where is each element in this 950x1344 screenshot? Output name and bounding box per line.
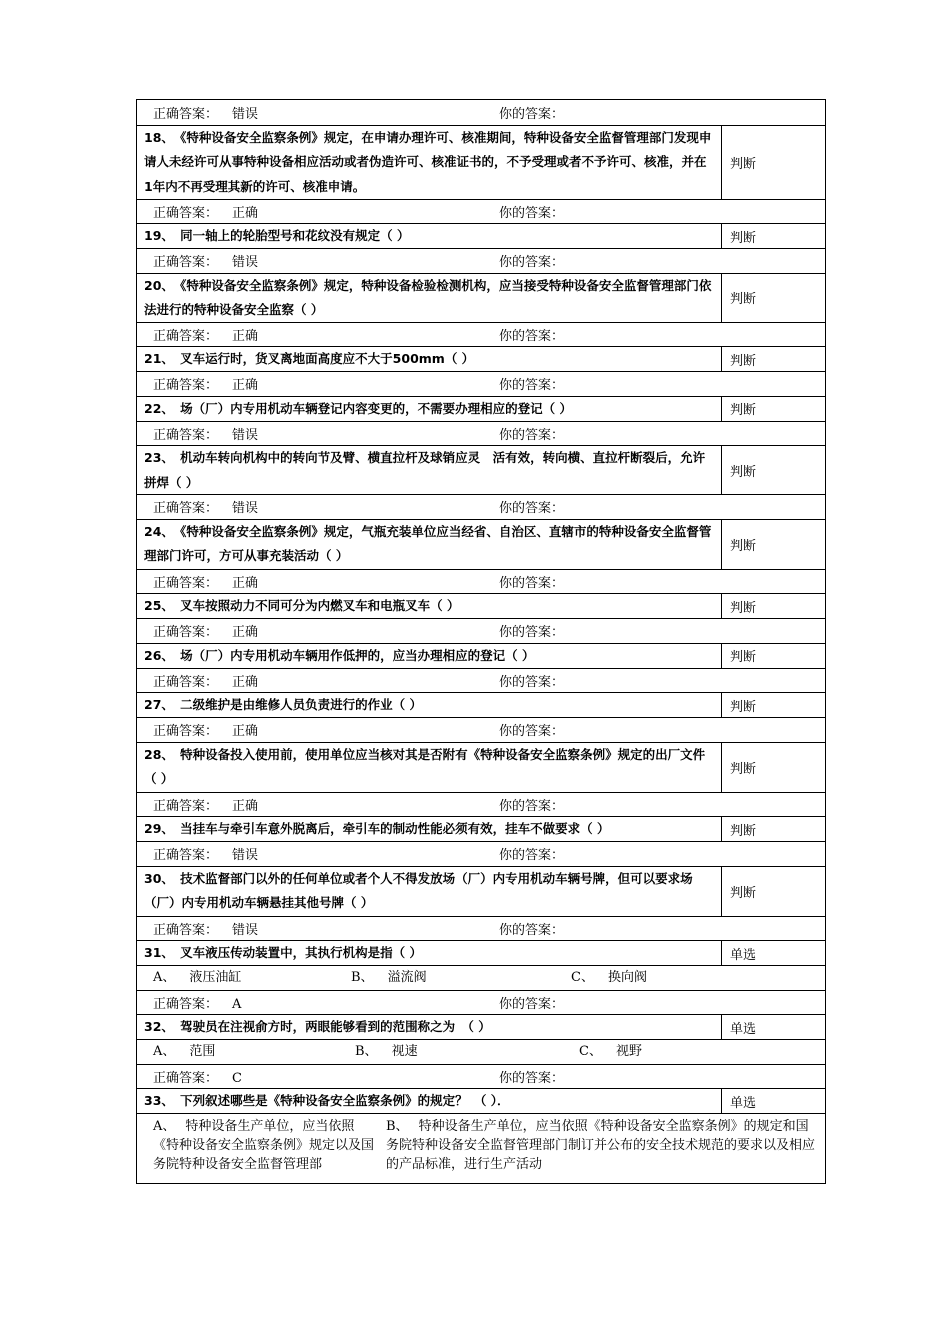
options-row <box>137 1039 825 1064</box>
your-answer: 你的答案： <box>499 501 565 517</box>
question-row-26 <box>137 643 825 668</box>
answer-row <box>137 371 825 396</box>
question-type: 单选 <box>721 1015 825 1039</box>
question-type: 判断 <box>721 817 825 841</box>
answer-row <box>137 916 825 941</box>
question-text: 20、 《特种设备安全监察条例》规定，特种设备检验检测机构，应当接受特种设备安全监督管理部门依法进行的特种设备安全监察（ ） <box>144 277 712 317</box>
correct-answer: 正确答案： 正确 <box>153 575 259 591</box>
question-text: 21、 叉车运行时，货叉离地面高度应不大于500mm（ ） <box>144 351 475 366</box>
answer-row <box>137 494 825 519</box>
your-answer: 你的答案： <box>499 996 565 1012</box>
question-type: 判断 <box>721 347 825 371</box>
your-answer: 你的答案： <box>499 798 565 814</box>
answer-row <box>137 421 825 446</box>
question-text: 24、 《特种设备安全监察条例》规定，气瓶充装单位应当经省、自治区、直辖市的特种设备安全监督管理部门许可，方可从事充装活动（ ） <box>144 523 712 563</box>
question-type: 判断 <box>721 644 825 668</box>
options-row <box>137 965 825 990</box>
question-type: 判断 <box>721 446 825 494</box>
question-type: 判断 <box>721 397 825 421</box>
your-answer: 你的答案： <box>499 255 565 271</box>
question-type: 判断 <box>721 274 825 322</box>
correct-answer: 正确答案： 正确 <box>153 724 259 740</box>
question-text: 22、 场（厂）内专用机动车辆登记内容变更的，不需要办理相应的登记（ ） <box>144 400 573 416</box>
correct-answer: 正确答案： C <box>153 1070 242 1086</box>
question-text: 32、 驾驶员在注视俞方时，两眼能够看到的范围称之为 （ ） <box>144 1019 491 1034</box>
answer-row <box>137 100 825 125</box>
question-row-32 <box>137 1014 825 1039</box>
correct-answer: 正确答案： 正确 <box>153 625 259 641</box>
correct-answer: 正确答案： 正确 <box>153 798 259 814</box>
question-text: 31、 叉车液压传动装置中，其执行机构是指（ ） <box>144 945 423 960</box>
question-row-30 <box>137 866 825 916</box>
correct-answer: 正确答案： 错误 <box>153 501 259 517</box>
options-row <box>137 1113 825 1183</box>
answer-row <box>137 248 825 273</box>
correct-answer: 正确答案： 正确 <box>153 378 259 394</box>
answer-row <box>137 322 825 347</box>
question-type: 单选 <box>721 941 825 965</box>
answer-row <box>137 668 825 693</box>
answer-row <box>137 841 825 866</box>
option-b[interactable]: B、 溢流阀 <box>351 970 427 985</box>
question-type: 单选 <box>721 1089 825 1113</box>
question-row-29 <box>137 816 825 841</box>
correct-value: 错误 <box>232 106 259 122</box>
question-text: 27、 二级维护是由维修人员负责进行的作业（ ） <box>144 697 423 712</box>
question-text: 18、 《特种设备安全监察条例》规定，在申请办理许可、核准期间，特种设备安全监督管理部门发现申请人未经许可从事特种设备相应活动或者伪造许可、核准证书的，不予受理或者不予许可、核准，并在1年内不再受理其新的许可、核准申请。 <box>144 129 712 194</box>
answer-row <box>137 569 825 594</box>
your-answer: 你的答案： <box>499 106 565 122</box>
your-answer: 你的答案： <box>499 1070 565 1086</box>
question-row-23 <box>137 445 825 494</box>
question-type: 判断 <box>721 693 825 717</box>
question-row-22 <box>137 396 825 421</box>
correct-answer: 正确答案： 错误 <box>153 427 259 443</box>
correct-label: 正确答案： <box>153 106 219 122</box>
correct-answer: 正确答案： 错误 <box>153 848 259 864</box>
option-b[interactable]: B、 特种设备生产单位，应当依照《特种设备安全监察条例》的规定和国务院特种设备安全监督管理部门制订并公布的安全技术规范的要求以及相应的产品标准，进行生产活动 <box>386 1119 816 1172</box>
your-answer: 你的答案： <box>499 625 565 641</box>
your-answer: 你的答案： <box>499 848 565 864</box>
correct-answer: 正确答案： 正确 <box>153 674 259 690</box>
question-row-31 <box>137 940 825 965</box>
question-row-18 <box>137 125 825 199</box>
your-answer: 你的答案： <box>499 724 565 740</box>
your-answer: 你的答案： <box>499 575 565 591</box>
question-type: 判断 <box>721 224 825 248</box>
correct-answer: 正确答案： 错误 <box>153 922 259 938</box>
exam-table <box>136 99 826 1184</box>
question-text: 29、 当挂车与牵引车意外脱离后，牵引车的制动性能必须有效，挂车不做要求（ ） <box>144 821 610 836</box>
answer-row <box>137 990 825 1015</box>
correct-answer <box>137 103 499 122</box>
your-answer: 你的答案： <box>499 378 565 394</box>
option-c[interactable]: C、 视野 <box>579 1044 642 1059</box>
question-row-25 <box>137 593 825 618</box>
your-answer: 你的答案： <box>499 922 565 938</box>
question-row-33 <box>137 1088 825 1113</box>
answer-row <box>137 1064 825 1089</box>
correct-answer: 正确答案： 正确 <box>153 328 259 344</box>
question-type: 判断 <box>721 743 825 792</box>
option-a[interactable]: A、 范围 <box>153 1044 216 1059</box>
your-answer: 你的答案： <box>499 328 565 344</box>
your-answer: 你的答案： <box>499 674 565 690</box>
question-row-28 <box>137 742 825 792</box>
answer-row <box>137 199 825 224</box>
question-text: 30、 技术监督部门以外的任何单位或者个人不得发放场（厂）内专用机动车辆号牌，但可以要求场（厂）内专用机动车辆悬挂其他号牌（ ） <box>144 870 693 910</box>
question-type: 判断 <box>721 520 825 569</box>
question-row-27 <box>137 692 825 717</box>
question-text: 25、 叉车按照动力不同可分为内燃叉车和电瓶叉车（ ） <box>144 598 460 613</box>
correct-answer: 正确答案： 正确 <box>153 205 259 221</box>
question-type: 判断 <box>721 867 825 916</box>
answer-row <box>137 618 825 643</box>
question-row-20 <box>137 273 825 322</box>
question-text: 23、 机动车转向机构中的转向节及臂、横直拉杆及球销应灵 活有效，转向横、直拉杆断裂后，允许拼焊（ ） <box>144 450 706 490</box>
correct-answer: 正确答案： A <box>153 996 242 1012</box>
question-text: 19、 同一轴上的轮胎型号和花纹没有规定（ ） <box>144 228 410 243</box>
question-type: 判断 <box>721 126 825 199</box>
your-answer: 你的答案： <box>499 205 565 221</box>
question-row-19 <box>137 223 825 248</box>
option-a[interactable]: A、 液压油缸 <box>153 970 242 985</box>
question-text: 28、 特种设备投入使用前，使用单位应当核对其是否附有《特种设备安全监察条例》规定的出厂文件（ ） <box>144 746 706 786</box>
correct-answer: 正确答案： 错误 <box>153 255 259 271</box>
question-row-24 <box>137 519 825 569</box>
answer-row <box>137 717 825 742</box>
question-text: 33、 下列叙述哪些是《特种设备安全监察条例》的规定？ （ ）． <box>144 1093 510 1108</box>
option-c[interactable]: C、 换向阀 <box>571 970 647 985</box>
answer-row <box>137 792 825 817</box>
question-row-21 <box>137 346 825 371</box>
your-answer: 你的答案： <box>499 427 565 443</box>
question-text: 26、 场（厂）内专用机动车辆用作低押的，应当办理相应的登记（ ） <box>144 647 535 663</box>
option-b[interactable]: B、 视速 <box>355 1044 418 1059</box>
option-a[interactable]: A、 特种设备生产单位，应当依照《特种设备安全监察条例》规定以及国务院特种设备安全监督管理部 <box>153 1119 375 1172</box>
question-type: 判断 <box>721 594 825 618</box>
